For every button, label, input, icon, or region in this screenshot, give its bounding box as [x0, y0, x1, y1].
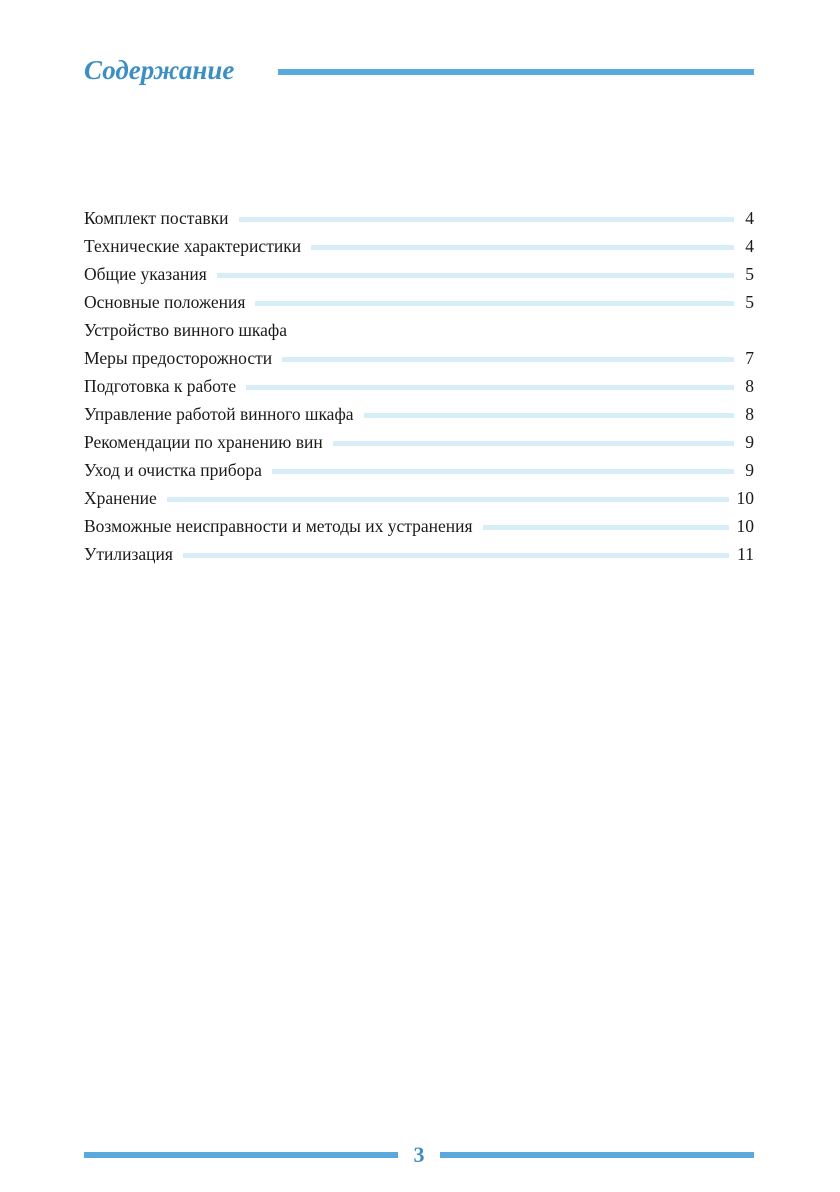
toc-entry-page: 5: [745, 264, 754, 284]
toc-leader-line: [282, 357, 734, 362]
toc-entry-page: 7: [745, 348, 754, 368]
toc-leader-line: [311, 245, 734, 250]
toc-leader-line: [217, 273, 734, 278]
toc-entry-label: Хранение: [84, 488, 157, 508]
toc-entry-page: 10: [736, 488, 754, 508]
toc-entry-label: Общие указания: [84, 264, 207, 284]
toc-leader-line: [333, 441, 734, 446]
toc-entry[interactable]: [84, 428, 754, 456]
toc-entry[interactable]: [84, 260, 754, 288]
toc-entry-page: 10: [736, 516, 754, 536]
toc-entry-label: Уход и очистка прибора: [84, 460, 262, 480]
toc-entry-label: Утилизация: [84, 544, 173, 564]
toc-entry-page: 8: [745, 376, 754, 396]
toc-leader-line: [167, 497, 729, 502]
toc-entry-label: Управление работой винного шкафа: [84, 404, 354, 424]
toc-entry-label: Технические характеристики: [84, 236, 302, 256]
toc-entry[interactable]: [84, 400, 754, 428]
toc-entry-label: Рекомендации по хранению вин: [84, 432, 323, 452]
toc-leader-line: [364, 413, 734, 418]
toc-leader-line: [272, 469, 734, 474]
table-of-contents: [84, 204, 754, 568]
toc-entry-label: Возможные неисправности и методы их устранения: [84, 516, 473, 536]
toc-entry[interactable]: [84, 288, 754, 316]
toc-entry-page: 11: [737, 544, 754, 564]
toc-entry-label: Основные положения: [84, 292, 246, 312]
toc-entry-page: 5: [745, 292, 754, 312]
toc-entry-page: 4: [745, 208, 754, 228]
toc-entry[interactable]: [84, 344, 754, 372]
toc-leader-line: [183, 553, 729, 558]
toc-leader-line: [483, 525, 729, 530]
footer-rule-left: [84, 1152, 398, 1158]
toc-leader-line: [246, 385, 734, 390]
page-footer: [84, 1138, 754, 1172]
page-title: Содержание: [84, 55, 235, 85]
toc-entry[interactable]: [84, 484, 754, 512]
toc-leader-line: [255, 301, 734, 306]
toc-entry[interactable]: [84, 204, 754, 232]
toc-entry[interactable]: [84, 372, 754, 400]
toc-entry[interactable]: [84, 540, 754, 568]
toc-entry[interactable]: [84, 232, 754, 260]
toc-entry-page: 9: [745, 432, 754, 452]
toc-entry-page: 4: [745, 236, 754, 256]
toc-leader-line: [297, 329, 734, 334]
toc-entry[interactable]: [84, 456, 754, 484]
page-header: [84, 48, 754, 96]
toc-entry-label: Подготовка к работе: [84, 376, 237, 396]
toc-entry-page: 8: [745, 404, 754, 424]
page-number: 3: [413, 1142, 425, 1167]
toc-entry-label: Устройство винного шкафа: [84, 320, 288, 340]
toc-entry-label: Комплект поставки: [84, 208, 229, 228]
toc-entry-label: Меры предосторожности: [84, 348, 273, 368]
header-rule: [278, 69, 754, 75]
footer-rule-right: [440, 1152, 754, 1158]
toc-entry-page: 9: [745, 460, 754, 480]
toc-entry[interactable]: [84, 512, 754, 540]
toc-leader-line: [239, 217, 734, 222]
toc-entry[interactable]: [84, 316, 754, 344]
